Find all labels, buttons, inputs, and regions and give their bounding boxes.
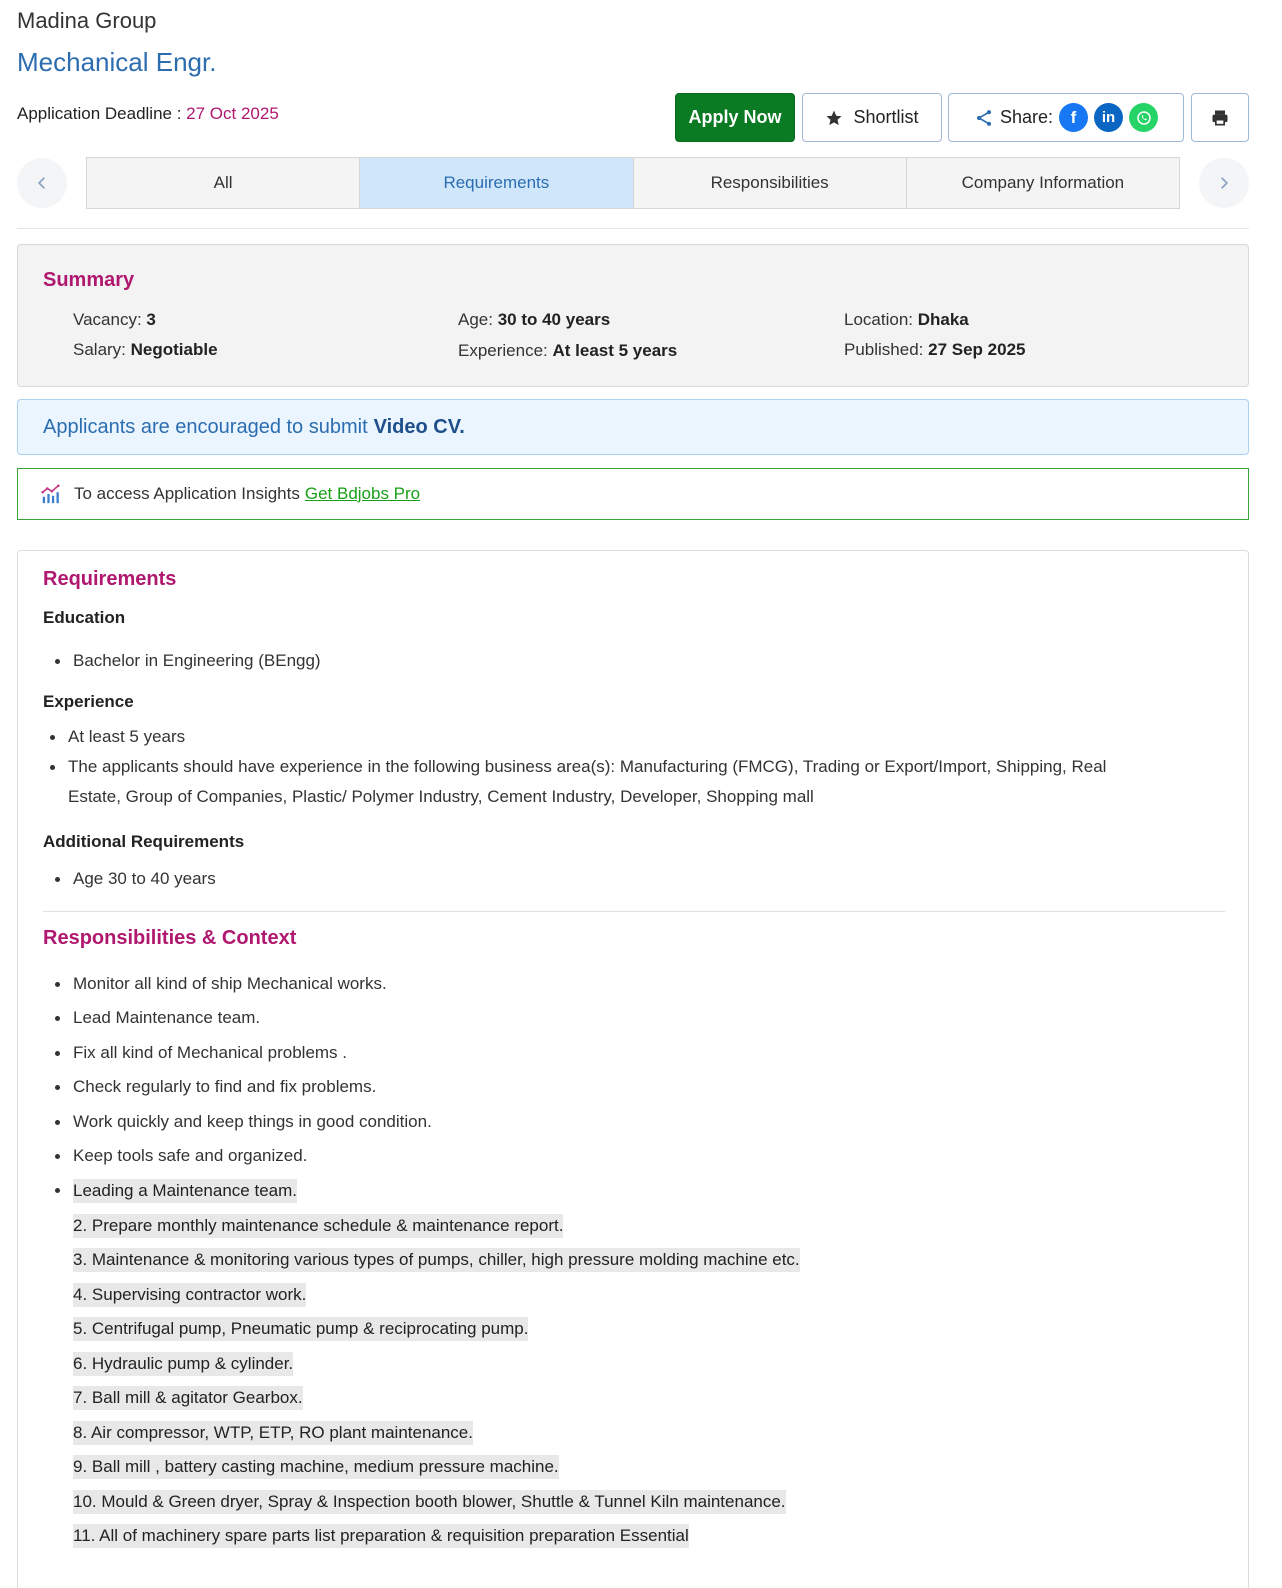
video-cv-notice xyxy=(17,399,1249,455)
education-title: Education xyxy=(43,608,126,627)
printer-icon xyxy=(1210,108,1230,128)
star-icon xyxy=(825,109,843,127)
job-details-card xyxy=(17,550,1249,1588)
whatsapp-icon[interactable] xyxy=(1129,103,1158,132)
print-button[interactable] xyxy=(1191,93,1249,142)
experience-title: Experience xyxy=(43,692,134,711)
responsibility-item: Work quickly and keep things in good condition. xyxy=(73,1107,432,1137)
get-bdjobs-pro-link[interactable]: Get Bdjobs Pro xyxy=(304,484,421,503)
application-deadline xyxy=(17,104,279,124)
deadline-label: Application Deadline : xyxy=(17,104,187,123)
shortlist-label: Shortlist xyxy=(853,107,919,127)
tab-all[interactable]: All xyxy=(87,158,360,208)
responsibility-item: Check regularly to find and fix problems. xyxy=(73,1072,376,1102)
share-group xyxy=(948,93,1184,142)
experience-item-continued: Estate, Group of Companies, Plastic/ Polymer Industry, Cement Industry, Developer, Shopping mall xyxy=(68,787,814,806)
section-tabs xyxy=(86,157,1180,209)
apply-now-button[interactable] xyxy=(675,93,795,142)
education-item: Bachelor in Engineering (BEngg) xyxy=(73,646,321,676)
deadline-date: 27 Oct 2025 xyxy=(186,104,279,123)
tab-requirements[interactable]: Requirements xyxy=(360,158,633,208)
company-name: Madina Group xyxy=(17,8,157,33)
summary-salary: Salary: Negotiable xyxy=(73,340,218,359)
insights-banner xyxy=(17,468,1249,520)
tabs-next-button[interactable] xyxy=(1199,158,1249,208)
responsibilities-title: Responsibilities & Context xyxy=(43,927,297,949)
highlighted-item: 8. Air compressor, WTP, ETP, RO plant maintenance. xyxy=(73,1421,473,1445)
chart-insights-icon xyxy=(40,483,62,505)
highlighted-item: 7. Ball mill & agitator Gearbox. xyxy=(73,1386,303,1410)
share-icon xyxy=(974,108,994,128)
additional-item: Age 30 to 40 years xyxy=(73,864,216,894)
responsibility-item: Monitor all kind of ship Mechanical works. xyxy=(73,969,387,999)
section-divider xyxy=(43,911,1225,912)
insights-text: To access Application Insights xyxy=(74,484,300,503)
facebook-icon[interactable]: f xyxy=(1059,103,1088,132)
tabs-prev-button[interactable] xyxy=(17,158,67,208)
video-cv-text: Applicants are encouraged to submit xyxy=(43,415,368,438)
responsibility-item: Keep tools safe and organized. xyxy=(73,1141,307,1171)
experience-item: The applicants should have experience in the following business area(s): Manufacturing (FMCG), Trading or Export/Import, Shipping, Real xyxy=(68,752,1106,782)
apply-now-label: Apply Now xyxy=(688,107,782,127)
highlighted-item: 6. Hydraulic pump & cylinder. xyxy=(73,1352,293,1376)
highlighted-item: 5. Centrifugal pump, Pneumatic pump & reciprocating pump. xyxy=(73,1317,528,1341)
responsibility-item: Fix all kind of Mechanical problems . xyxy=(73,1038,347,1068)
highlighted-item: 3. Maintenance & monitoring various types of pumps, chiller, high pressure molding machine etc. xyxy=(73,1248,800,1272)
highlighted-item: 4. Supervising contractor work. xyxy=(73,1283,306,1307)
chevron-left-icon xyxy=(35,176,49,190)
summary-vacancy: Vacancy: 3 xyxy=(73,310,156,329)
summary-age: Age: 30 to 40 years xyxy=(458,310,611,329)
linkedin-icon[interactable]: in xyxy=(1094,103,1123,132)
video-cv-bold: Video CV. xyxy=(373,415,465,438)
summary-location: Location: Dhaka xyxy=(844,310,969,329)
shortlist-button[interactable] xyxy=(802,93,942,142)
highlighted-item: 9. Ball mill , battery casting machine, medium pressure machine. xyxy=(73,1455,559,1479)
summary-published: Published: 27 Sep 2025 xyxy=(844,340,1026,359)
summary-experience: Experience: At least 5 years xyxy=(458,341,678,360)
experience-item: At least 5 years xyxy=(68,722,185,752)
highlighted-item: Leading a Maintenance team. xyxy=(73,1179,297,1203)
divider xyxy=(17,228,1249,229)
requirements-title: Requirements xyxy=(43,568,177,590)
summary-title: Summary xyxy=(43,269,135,291)
chevron-right-icon xyxy=(1217,176,1231,190)
tab-company-information[interactable]: Company Information xyxy=(961,173,1125,192)
highlighted-item: 10. Mould & Green dryer, Spray & Inspection booth blower, Shuttle & Tunnel Kiln maintenance. xyxy=(73,1490,786,1514)
highlighted-item: 11. All of machinery spare parts list preparation & requisition preparation Essential xyxy=(73,1524,689,1548)
job-title: Mechanical Engr. xyxy=(17,47,217,77)
tab-responsibilities[interactable]: Responsibilities xyxy=(634,158,907,208)
responsibility-item: Lead Maintenance team. xyxy=(73,1003,260,1033)
additional-requirements-title: Additional Requirements xyxy=(43,832,245,851)
share-label: Share: xyxy=(999,107,1054,127)
summary-panel xyxy=(17,244,1249,387)
highlighted-item: 2. Prepare monthly maintenance schedule & maintenance report. xyxy=(73,1214,563,1238)
